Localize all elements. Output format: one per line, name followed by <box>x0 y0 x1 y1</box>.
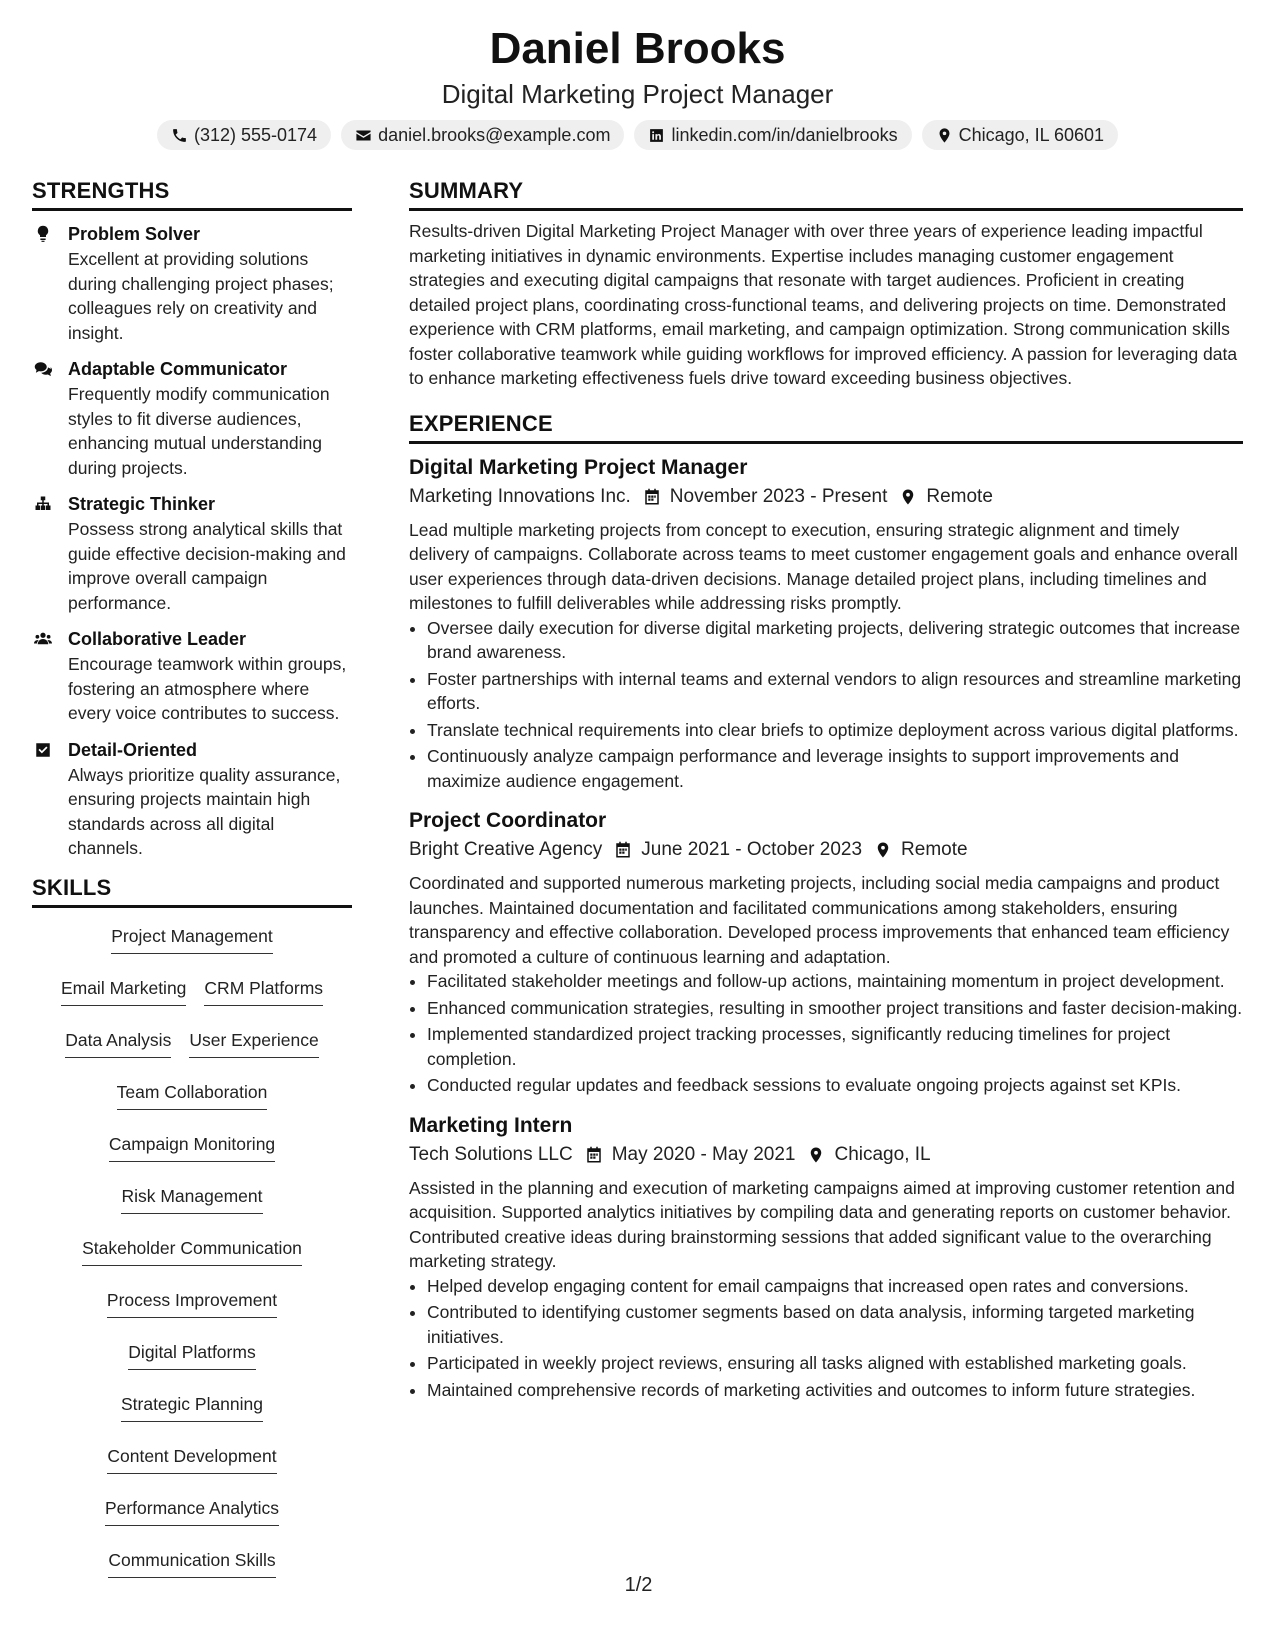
calendar-icon <box>643 488 661 506</box>
job-description: Coordinated and supported numerous marketing projects, including social media campaigns and product launches. Maintained documentation and facilitated communications among stakeholders, ensuring transparency and effective collaboration. Developed process improvements that enhanced team efficiency and promoted a culture of continuous learning and adaptation. <box>409 873 1230 967</box>
skill-tag: Email Marketing <box>61 976 186 1006</box>
skill-tag: Strategic Planning <box>121 1392 263 1422</box>
chat-bubbles-icon <box>34 360 52 378</box>
contact-linkedin-text: linkedin.com/in/danielbrooks <box>671 125 898 145</box>
skill-tag: CRM Platforms <box>204 976 323 1006</box>
strength-description: Frequently modify communication styles to fit diverse audiences, enhancing mutual understanding during projects. <box>68 384 330 478</box>
left-column <box>32 176 352 1578</box>
strength-item <box>32 222 352 345</box>
job-bullet: • Implemented standardized project tracking processes, significantly reducing timelines for project completion. <box>427 1022 1243 1071</box>
skill-tag: Data Analysis <box>65 1028 171 1058</box>
skills-section <box>32 873 352 1578</box>
skill-tag: Communication Skills <box>108 1548 275 1578</box>
job-bullet: • Enhanced communication strategies, resulting in smoother project transitions and faster decision-making. <box>427 996 1243 1021</box>
skill-tag: User Experience <box>189 1028 318 1058</box>
skill-tag: Content Development <box>107 1444 276 1474</box>
job-bullet: • Foster partnerships with internal teams and external vendors to align resources and streamline marketing efforts. <box>427 667 1243 716</box>
job-bullet: • Participated in weekly project reviews, ensuring all tasks aligned with established marketing goals. <box>427 1351 1243 1376</box>
job-location: Chicago, IL <box>834 1143 931 1165</box>
candidate-title: Digital Marketing Project Manager <box>441 79 834 109</box>
contact-location <box>922 120 1118 150</box>
job-title: Digital Marketing Project Manager <box>409 455 748 479</box>
job-company: Tech Solutions LLC <box>409 1143 573 1165</box>
strength-title: Collaborative Leader <box>68 629 247 649</box>
org-chart-icon <box>34 495 52 513</box>
page-number: 1/2 <box>624 1574 653 1596</box>
contact-email-text: daniel.brooks@example.com <box>378 125 611 145</box>
map-pin-icon <box>899 488 917 506</box>
map-pin-icon <box>874 841 892 859</box>
job-bullet: • Facilitated stakeholder meetings and follow-up actions, maintaining momentum in project development. <box>427 969 1243 994</box>
summary-heading: SUMMARY <box>409 176 1243 211</box>
contact-location-text: Chicago, IL 60601 <box>958 125 1105 145</box>
map-pin-icon <box>936 127 953 144</box>
strengths-section <box>32 176 352 861</box>
summary-section <box>409 176 1243 391</box>
job-dates: November 2023 - Present <box>669 485 888 507</box>
strength-description: Encourage teamwork within groups, fostering an atmosphere where every voice contributes to success. <box>68 654 347 723</box>
strength-description: Possess strong analytical skills that guide effective decision-making and improve overall campaign performance. <box>68 519 346 613</box>
job-bullet: • Continuously analyze campaign performance and leverage insights to support improvements and maximize audience engagement. <box>427 744 1243 793</box>
checkbox-icon <box>34 741 52 759</box>
calendar-icon <box>614 841 632 859</box>
skill-tag: Digital Platforms <box>128 1340 255 1370</box>
experience-heading: EXPERIENCE <box>409 409 1243 444</box>
linkedin-icon <box>648 127 665 144</box>
job-bullets <box>409 616 1243 794</box>
envelope-icon <box>355 127 372 144</box>
job-description: Assisted in the planning and execution of marketing campaigns aimed at improving customer retention and acquisition. Supported analytics initiatives by compiling data and generating reports on customer behavior. Contributed creative ideas during brainstorming sessions that added significant value to the overarching marketing strategy. <box>409 1177 1235 1271</box>
job-title: Project Coordinator <box>409 809 607 832</box>
skill-tag: Risk Management <box>121 1184 262 1214</box>
skills-heading: SKILLS <box>32 873 352 908</box>
experience-section <box>409 409 1243 1403</box>
strength-title: Problem Solver <box>68 224 201 244</box>
skill-tag: Performance Analytics <box>105 1496 279 1526</box>
skill-tag: Team Collaboration <box>117 1080 268 1110</box>
summary-text: Results-driven Digital Marketing Project Manager with over three years of experience leading impactful marketing initiatives in dynamic environments. Expertise includes managing customer engagement strategies and executing digital campaigns that resonate with target audiences. Proficient in creating detailed project plans, coordinating cross-functional teams, and delivering projects on time. Demonstrated experience with CRM platforms, email marketing, and campaign optimization. Strong communication skills foster collaborative teamwork while guiding workflows for improved efficiency. A passion for leveraging data to enhance marketing effectiveness fuels drive toward exceeding business objectives. <box>409 221 1238 388</box>
skill-tag: Process Improvement <box>107 1288 277 1318</box>
contact-linkedin[interactable] <box>634 120 911 150</box>
job-bullet: • Oversee daily execution for diverse digital marketing projects, delivering strategic outcomes that increase brand awareness. <box>427 616 1243 665</box>
phone-icon <box>171 127 188 144</box>
job-dates: May 2020 - May 2021 <box>611 1143 796 1165</box>
job-bullets <box>409 1274 1243 1403</box>
strength-title: Strategic Thinker <box>68 494 216 514</box>
skill-tag: Stakeholder Communication <box>82 1236 302 1266</box>
strength-title: Detail-Oriented <box>68 739 198 760</box>
job-bullet: • Conducted regular updates and feedback sessions to evaluate ongoing projects against set KPIs. <box>427 1073 1243 1098</box>
job-description: Lead multiple marketing projects from concept to execution, ensuring strategic alignment and timely delivery of campaigns. Collaborate across teams to meet customer engagement goals and enhance overall user experiences through data-driven decisions. Manage detailed project plans, including timelines and milestones to fulfill deliverables while addressing risks promptly. <box>409 519 1238 613</box>
strength-item <box>32 357 352 480</box>
job-company: Marketing Innovations Inc. <box>409 485 631 507</box>
candidate-name: Daniel Brooks <box>489 24 786 73</box>
job-entry <box>409 454 1243 794</box>
job-location: Remote <box>926 485 993 507</box>
calendar-icon <box>585 1146 603 1164</box>
strength-description: Always prioritize quality assurance, ensuring projects maintain high standards across all digital channels. <box>68 764 341 858</box>
job-dates: June 2021 - October 2023 <box>641 839 863 860</box>
job-entry <box>409 807 1243 1098</box>
resume-header <box>0 0 1275 150</box>
strength-title: Adaptable Communicator <box>68 359 288 379</box>
job-bullet: • Helped develop engaging content for email campaigns that increased open rates and conversions. <box>427 1274 1243 1299</box>
strengths-heading: STRENGTHS <box>32 176 352 211</box>
right-column <box>409 176 1243 1404</box>
strength-item <box>32 627 352 726</box>
job-bullet: • Maintained comprehensive records of marketing activities and outcomes to inform future strategies. <box>427 1378 1243 1403</box>
strength-description: Excellent at providing solutions during challenging project phases; colleagues rely on creativity and insight. <box>68 249 334 343</box>
users-icon <box>34 630 52 648</box>
skill-tag: Campaign Monitoring <box>109 1132 275 1162</box>
strength-item <box>32 738 352 861</box>
job-meta <box>409 1141 1243 1169</box>
job-location: Remote <box>901 839 968 860</box>
job-title: Marketing Intern <box>409 1113 573 1137</box>
job-entry <box>409 1112 1243 1403</box>
contact-bar <box>0 120 1275 150</box>
job-bullets <box>409 969 1243 1098</box>
contact-email[interactable] <box>341 120 624 150</box>
contact-phone <box>157 120 331 150</box>
strength-item <box>32 492 352 615</box>
job-meta <box>409 836 1243 864</box>
contact-phone-text: (312) 555-0174 <box>193 125 318 145</box>
lightbulb-icon <box>34 225 52 243</box>
skills-list <box>32 924 352 1578</box>
job-bullet: • Translate technical requirements into clear briefs to optimize deployment across various digital platforms. <box>427 718 1243 743</box>
skill-tag: Project Management <box>111 924 272 954</box>
job-meta <box>409 483 1243 511</box>
job-bullet: • Contributed to identifying customer segments based on data analysis, informing targeted marketing initiatives. <box>427 1300 1243 1349</box>
map-pin-icon <box>807 1146 825 1164</box>
job-company: Bright Creative Agency <box>409 839 603 860</box>
